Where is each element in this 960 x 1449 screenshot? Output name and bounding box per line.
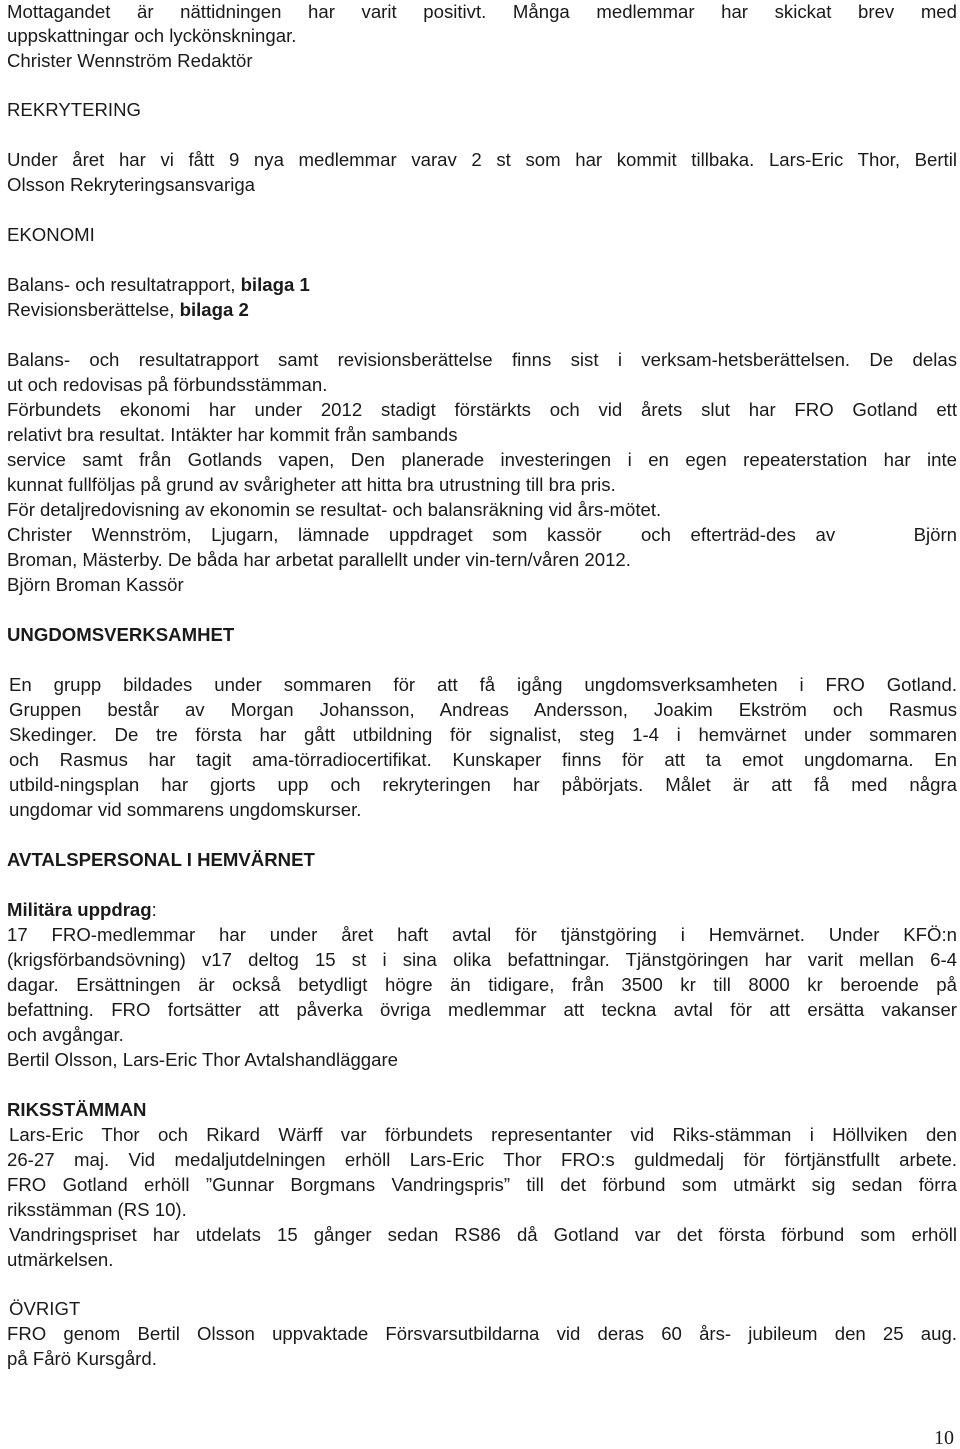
riks-line-3: FRO Gotland erhöll ”Gunnar Borgmans Vandringspris” till det förbund som utmärkt sig sedan förra [7, 1174, 957, 1195]
rekrytering-line-2: Olsson Rekryteringsansvariga [7, 174, 256, 195]
intro-line-1: Mottagandet är nättidningen har varit positivt. Många medlemmar har skickat brev med [7, 1, 957, 22]
heading-ungdomsverksamhet: UNGDOMSVERKSAMHET [7, 624, 235, 645]
ekonomi-signature: Björn Broman Kassör [7, 574, 184, 595]
ovrigt-line-2: på Fårö Kursgård. [7, 1348, 157, 1369]
ovrigt-line-1: FRO genom Bertil Olsson uppvaktade Försvarsutbildarna vid deras 60 års- jubileum den 25 aug. [7, 1323, 957, 1344]
ekonomi-paragraph-line-8: Christer Wennström, Ljugarn, lämnade uppdraget som kassör och efterträd-des av Björn [7, 524, 957, 545]
attachment-2-label: Revisionsberättelse, [7, 299, 180, 320]
ungdom-line-4: och Rasmus har tagit ama-törradiocertifikat. Kunskaper finns för att ta emot ungdomarna. En [9, 749, 957, 770]
heading-rekrytering: REKRYTERING [7, 99, 141, 120]
avtal-signature: Bertil Olsson, Lars-Eric Thor Avtalshandläggare [7, 1049, 399, 1070]
militara-uppdrag-label: Militära uppdrag [7, 899, 152, 920]
ungdom-line-6: ungdomar vid sommarens ungdomskurser. [9, 799, 362, 820]
attachment-1-label: Balans- och resultatrapport, [7, 274, 241, 295]
rekrytering-line-1: Under året har vi fått 9 nya medlemmar varav 2 st som har kommit tillbaka. Lars-Eric Thor, Bertil [7, 149, 957, 170]
heading-ekonomi: EKONOMI [7, 224, 95, 245]
avtal-line-4: befattning. FRO fortsätter att påverka övriga medlemmar att teckna avtal för att ersätta vakanser [7, 999, 957, 1020]
avtal-line-3: dagar. Ersättningen är också betydligt högre än tidigare, från 3500 kr till 8000 kr beroende på [7, 974, 957, 995]
riks-line-5: Vandringspriset har utdelats 15 gånger sedan RS86 då Gotland var det första förbund som erhöll [9, 1224, 957, 1245]
ekonomi-paragraph-line-2: ut och redovisas på förbundsstämman. [7, 374, 328, 395]
heading-riksstamman: RIKSSTÄMMAN [7, 1099, 147, 1120]
heading-ovrigt: ÖVRIGT [9, 1298, 81, 1319]
ekonomi-paragraph-line-9: Broman, Mästerby. De båda har arbetat parallellt under vin-tern/våren 2012. [7, 549, 631, 570]
avtal-line-1: 17 FRO-medlemmar har under året haft avtal för tjänstgöring i Hemvärnet. Under KFÖ:n [7, 924, 957, 945]
militara-uppdrag-colon: : [151, 899, 157, 920]
ungdom-line-3: Skedinger. De tre första har gått utbildning för signalist, steg 1-4 i hemvärnet under sommaren [9, 724, 957, 745]
ungdom-line-2: Gruppen består av Morgan Johansson, Andreas Andersson, Joakim Ekström och Rasmus [9, 699, 957, 720]
heading-avtalspersonal: AVTALSPERSONAL I HEMVÄRNET [7, 849, 315, 870]
riks-line-2: 26-27 maj. Vid medaljutdelningen erhöll Lars-Eric Thor FRO:s guldmedalj för förtjänstfullt arbete. [7, 1149, 957, 1170]
riks-line-6: utmärkelsen. [7, 1249, 114, 1270]
riks-line-1: Lars-Eric Thor och Rikard Wärff var förbundets representanter vid Riks-stämman i Höllviken den [9, 1124, 957, 1145]
avtal-line-5: och avgångar. [7, 1024, 124, 1045]
ekonomi-paragraph-line-4: relativt bra resultat. Intäkter har kommit från sambands [7, 424, 458, 445]
ekonomi-attachment-1 [7, 273, 310, 298]
ekonomi-paragraph-line-7: För detaljredovisning av ekonomin se resultat- och balansräkning vid års-mötet. [7, 499, 662, 520]
ungdom-line-5: utbild-ningsplan har gjorts upp och rekryteringen har påbörjats. Målet är att få med några [9, 774, 957, 795]
ekonomi-paragraph-line-3: Förbundets ekonomi har under 2012 stadigt förstärkts och vid årets slut har FRO Gotland ett [7, 399, 957, 420]
ekonomi-paragraph-line-5: service samt från Gotlands vapen, Den planerade investeringen i en egen repeaterstation har inte [7, 449, 957, 470]
attachment-1-ref: bilaga 1 [240, 274, 310, 295]
avtal-line-2: (krigsförbandsövning) v17 deltog 15 st i sina olika befattningar. Tjänstgöringen har varit mellan 6-4 [7, 949, 957, 970]
attachment-2-ref: bilaga 2 [179, 299, 249, 320]
ekonomi-paragraph-line-6: kunnat fullföljas på grund av svårigheter att hitta bra utrustning till bra pris. [7, 474, 616, 495]
page-number: 10 [934, 1427, 954, 1449]
riks-line-4: riksstämman (RS 10). [7, 1199, 187, 1220]
intro-line-2: uppskattningar och lyckönskningar. [7, 25, 297, 46]
avtal-subheading [7, 898, 157, 923]
intro-signature: Christer Wennström Redaktör [7, 50, 253, 71]
ungdom-line-1: En grupp bildades under sommaren för att få igång ungdomsverksamheten i FRO Gotland. [9, 674, 957, 695]
ekonomi-paragraph-line-1: Balans- och resultatrapport samt revisionsberättelse finns sist i verksam-hetsberättelsen. De delas [7, 349, 957, 370]
ekonomi-attachment-2 [7, 298, 249, 323]
